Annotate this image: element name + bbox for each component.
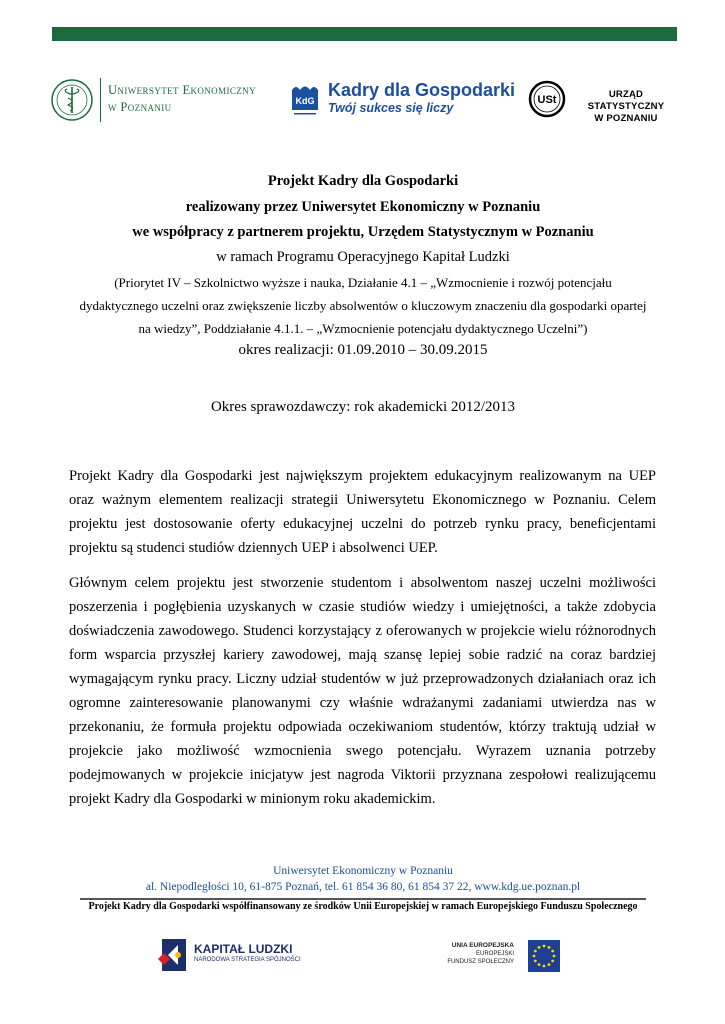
paragraph-2	[69, 571, 656, 811]
footer-eu-note: Projekt Kadry dla Gospodarki współfinansowany ze środków Unii Europejskiej w ramach Europejskiego Funduszu Społecznego	[88, 901, 638, 912]
kdg-badge-icon	[288, 82, 322, 118]
kdg-badge-text: KdG	[295, 96, 315, 106]
header-bar	[52, 27, 677, 41]
paragraph-line: oraz ważnym elementem realizacji strategii Uniwersytetu Ekonomicznego w Poznaniu. Celem	[69, 492, 656, 508]
eu-star	[534, 960, 537, 963]
paragraph-line: projekcie jako możliwość wzmocnienia swego potencjału. Wyrazem uznania potrzeby	[69, 743, 656, 759]
us-badge-icon	[528, 80, 566, 118]
priority-line-2: dydaktycznego uczelni oraz zwiększenie liczby absolwentów o kluczowym znaczeniu dla gospodarki opartej	[79, 298, 647, 313]
footer-institution: Uniwersytet Ekonomiczny w Poznaniu	[273, 865, 453, 877]
kapital-ludzki-title: KAPITAŁ LUDZKI	[194, 942, 293, 956]
us-logo	[528, 80, 680, 124]
ue-logo-text	[108, 82, 256, 116]
us-logo-line1: URZĄD STATYSTYCZNY	[587, 89, 665, 112]
us-logo-text	[572, 89, 680, 125]
eu-star	[543, 965, 546, 968]
eu-logo-text	[446, 942, 514, 966]
eu-star	[533, 955, 536, 958]
ue-emblem-icon	[50, 78, 94, 122]
eu-logo	[446, 940, 566, 974]
eu-star	[538, 946, 541, 949]
kdg-slogan: Twój sukces się liczy	[328, 101, 454, 115]
project-title: Projekt Kadry dla Gospodarki	[267, 173, 459, 189]
eu-star	[548, 946, 551, 949]
footer-address: al. Niepodległości 10, 61-875 Poznań, tel. 61 854 36 80, 61 854 37 22, www.kdg.ue.poznan.pl	[145, 881, 581, 893]
project-program: w ramach Programu Operacyjnego Kapitał Ludzki	[216, 249, 510, 265]
ue-logo	[50, 76, 280, 126]
priority-line-3: na wiedzy”, Poddziałanie 4.1.1. – „Wzmocnienie potencjału dydaktycznego Uczelni”)	[138, 321, 588, 336]
kapital-ludzki-logo	[156, 935, 301, 975]
kdg-title: Kadry dla Gospodarki	[328, 80, 516, 100]
paragraph-line: form wsparcia przyszłej kariery zawodowej, mają szansę lepiej sobie radzić na coraz bardziej	[69, 647, 656, 663]
paragraph-line: przekonaniu, że formuła projektu odpowiada oczekiwaniom studentów, którzy traktują udział w	[69, 719, 656, 735]
paragraph-line: wymagającym rynku pracy. Liczny udział studentów w już przeprowadzonych działaniach oraz ich	[69, 671, 656, 687]
paragraph-line: projektu są studenci studiów dziennych UEP i absolwenci UEP.	[69, 540, 438, 556]
priority-line-1: (Priorytet IV – Szkolnictwo wyższe i nauka, Działanie 4.1 – „Wzmocnienie i rozwój potencjału	[114, 275, 612, 290]
eu-logo-line2: EUROPEJSKI	[475, 951, 514, 957]
kapital-ludzki-star-icon	[156, 935, 190, 975]
eu-star	[551, 950, 554, 953]
paragraph-line: poszerzenia i pogłębienia uzyskanych w czasie studiów wiedzy i umiejętności, a także zdobycia	[69, 599, 656, 615]
project-implementer: realizowany przez Uniwersytet Ekonomiczny w Poznaniu	[185, 199, 541, 215]
eu-star	[538, 963, 541, 966]
paragraph-line: ogromne zainteresowanie planowanymi czy właśnie wdrażanymi zadaniami utwierdza nas w	[69, 695, 656, 711]
eu-logo-line1: UNIA EUROPEJSKA	[451, 942, 514, 949]
us-logo-line2: W POZNANIU	[594, 113, 658, 124]
paragraph-line: doświadczenia zawodowego. Studenci korzystający z oferowanych w projekcie wielu różnorodnych	[69, 623, 656, 639]
eu-star	[551, 960, 554, 963]
ue-divider	[100, 78, 101, 122]
paragraph-line: projektu jest dostosowanie oferty edukacyjnej uczelni do potrzeb rynku pracy, beneficjentami	[69, 516, 656, 532]
paragraph-line: projekt Kadry dla Gospodarki w minionym roku akademickim.	[69, 791, 436, 807]
eu-star	[553, 955, 556, 958]
ue-logo-line1: Uniwersytet Ekonomiczny	[108, 83, 256, 97]
paragraph-line: Projekt Kadry dla Gospodarki jest największym projektem edukacyjnym realizowanym na UEP	[69, 468, 656, 484]
eu-star	[534, 950, 537, 953]
reporting-period: Okres sprawozdawczy: rok akademicki 2012/2013	[210, 399, 516, 415]
paragraph-1	[69, 464, 656, 560]
footer-divider	[80, 898, 646, 900]
kdg-logo	[288, 80, 524, 122]
kapital-ludzki-subtitle: NARODOWA STRATEGIA SPÓJNOŚCI	[194, 957, 301, 963]
project-partner: we współpracy z partnerem projektu, Urzędem Statystycznym w Poznaniu	[132, 224, 594, 240]
eu-logo-line3: FUNDUSZ SPOŁECZNY	[447, 959, 514, 965]
paragraph-line: podejmowanych w projekcie inicjatyw jest nagroda Viktorii przyznana zespołowi realizującemu	[69, 767, 656, 783]
realization-period: okres realizacji: 01.09.2010 – 30.09.2015	[238, 342, 488, 358]
ue-logo-line2: w Poznaniu	[108, 100, 172, 114]
eu-flag-icon	[528, 940, 560, 972]
eu-star	[548, 963, 551, 966]
eu-star	[543, 945, 546, 948]
us-badge-text: USt	[537, 94, 557, 106]
paragraph-line: Głównym celem projektu jest stworzenie studentom i absolwentom naszej uczelni możliwości	[69, 575, 656, 591]
